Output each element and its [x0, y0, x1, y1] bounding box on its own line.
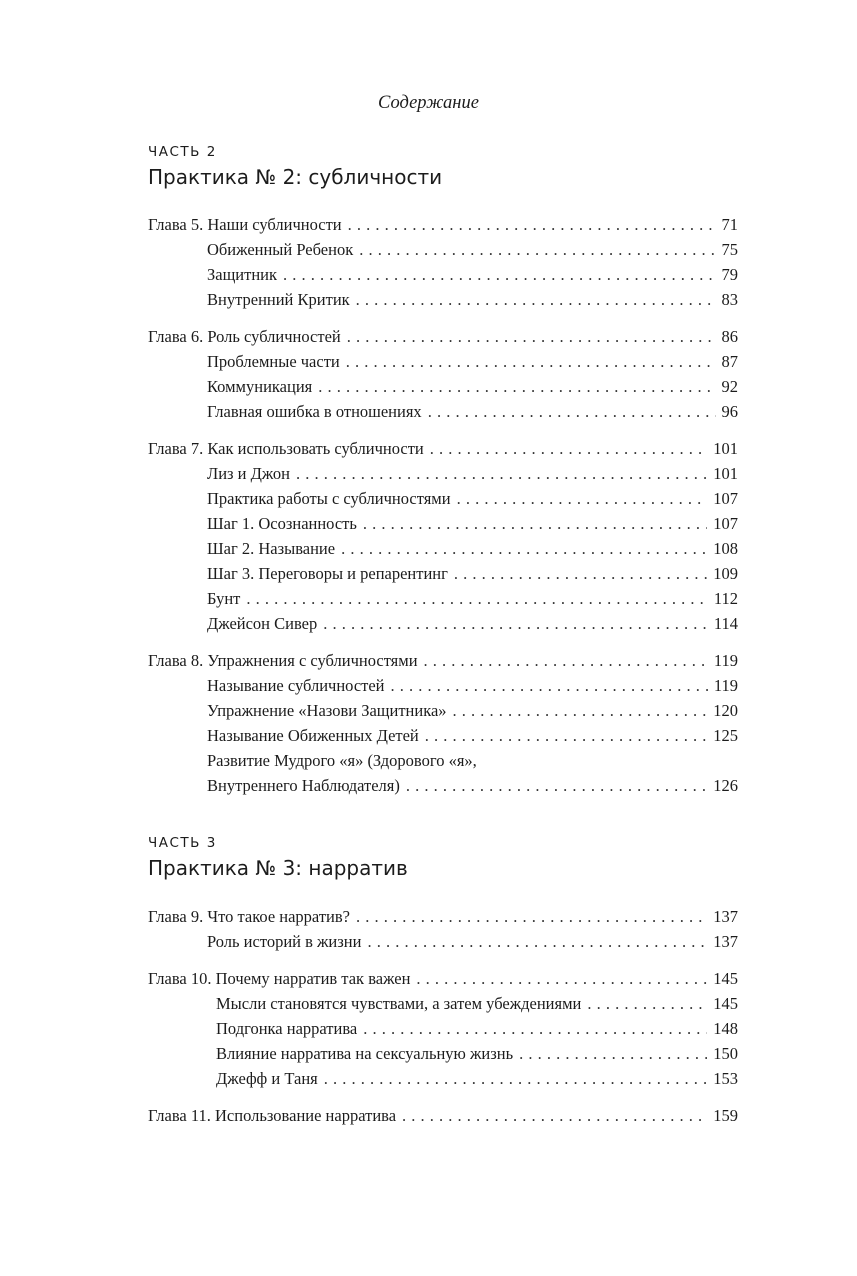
section-row[interactable]	[148, 536, 738, 561]
page-number: 114	[713, 614, 738, 633]
section-title: Называние субличностей	[207, 676, 385, 695]
chapter-5	[148, 212, 738, 312]
section-row[interactable]	[148, 511, 738, 536]
dot-leader	[324, 1066, 708, 1091]
page-number: 86	[721, 327, 738, 346]
page-number: 148	[713, 1019, 738, 1038]
page-number: 153	[713, 1069, 738, 1088]
page-number: 126	[713, 776, 738, 795]
dot-leader	[246, 586, 708, 611]
page-number: 101	[713, 464, 738, 483]
dot-leader	[348, 212, 716, 237]
section-title: Роль историй в жизни	[207, 932, 362, 951]
section-title: Называние Обиженных Детей	[207, 726, 419, 745]
page-number: 119	[713, 676, 738, 695]
chapter-6	[148, 324, 738, 424]
section-row[interactable]	[148, 611, 738, 636]
section-title: Защитник	[207, 265, 278, 284]
dot-leader	[430, 436, 708, 461]
part-label: ЧАСТЬ 3	[148, 835, 217, 851]
section-row[interactable]	[148, 237, 738, 262]
section-title: Внутренний Критик	[207, 290, 350, 309]
chapter-9	[148, 904, 738, 954]
section-row[interactable]	[148, 673, 738, 698]
chapter-11	[148, 1103, 738, 1128]
part-title: Практика № 3: нарратив	[148, 856, 408, 880]
dot-leader	[283, 262, 715, 287]
dot-leader	[406, 773, 707, 798]
section-title: Практика работы с субличностями	[207, 489, 451, 508]
page-number: 109	[713, 564, 738, 583]
section-title: Упражнение «Назови Защитника»	[207, 701, 447, 720]
page-number: 145	[713, 969, 738, 988]
page-number: 137	[713, 932, 738, 951]
page-number: 87	[721, 352, 738, 371]
page-number: 159	[713, 1106, 738, 1125]
dot-leader	[323, 611, 708, 636]
dot-leader	[453, 698, 708, 723]
chapter-title: Глава 7. Как использовать субличности	[148, 439, 424, 458]
section-row[interactable]	[148, 486, 738, 511]
chapter-10	[148, 966, 738, 1091]
chapter-title: Глава 5. Наши субличности	[148, 215, 342, 234]
dot-leader	[359, 237, 715, 262]
section-row[interactable]	[148, 399, 738, 424]
chapter-row[interactable]	[148, 904, 738, 929]
dot-leader	[391, 673, 708, 698]
dot-leader	[346, 349, 716, 374]
section-title: Мысли становятся чувствами, а затем убеждениями	[216, 994, 582, 1013]
section-row[interactable]	[148, 991, 738, 1016]
dot-leader	[428, 399, 716, 424]
dot-leader	[402, 1103, 707, 1128]
page-number: 120	[713, 701, 738, 720]
chapter-title: Глава 10. Почему нарратив так важен	[148, 969, 411, 988]
dot-leader	[296, 461, 707, 486]
section-title: Коммуникация	[207, 377, 313, 396]
dot-leader	[424, 648, 708, 673]
section-title: Влияние нарратива на сексуальную жизнь	[216, 1044, 514, 1063]
chapter-row[interactable]	[148, 1103, 738, 1128]
part-3-heading	[148, 835, 738, 880]
page-number: 101	[713, 439, 738, 458]
dot-leader	[363, 511, 707, 536]
chapter-8	[148, 648, 738, 798]
page-number: 112	[713, 589, 738, 608]
dot-leader	[519, 1041, 707, 1066]
part-3-chapters	[148, 904, 738, 1140]
page-number: 107	[713, 514, 738, 533]
running-header: Содержание	[378, 93, 479, 113]
section-title: Шаг 2. Называние	[207, 539, 336, 558]
chapter-title: Глава 8. Упражнения с субличностями	[148, 651, 418, 670]
section-title: Шаг 1. Осознанность	[207, 514, 357, 533]
chapter-title: Глава 11. Использование нарратива	[148, 1106, 397, 1125]
section-row[interactable]	[148, 461, 738, 486]
page-number: 75	[721, 240, 738, 259]
chapter-row[interactable]	[148, 966, 738, 991]
page-number: 92	[721, 377, 738, 396]
section-title: Бунт	[207, 589, 241, 608]
dot-leader	[416, 966, 707, 991]
chapter-row[interactable]	[148, 648, 738, 673]
section-row[interactable]	[148, 1041, 738, 1066]
page-number: 107	[713, 489, 738, 508]
chapter-row[interactable]	[148, 212, 738, 237]
section-title-line2: Внутреннего Наблюдателя)	[207, 776, 400, 795]
page-number: 137	[713, 907, 738, 926]
section-title: Обиженный Ребенок	[207, 240, 354, 259]
page-number: 119	[713, 651, 738, 670]
section-row[interactable]	[148, 349, 738, 374]
dot-leader	[318, 374, 715, 399]
part-label: ЧАСТЬ 2	[148, 144, 217, 160]
dot-leader	[356, 904, 707, 929]
section-row[interactable]	[148, 698, 738, 723]
chapter-7	[148, 436, 738, 636]
page-number: 150	[713, 1044, 738, 1063]
section-row[interactable]	[148, 723, 738, 748]
dot-leader	[587, 991, 707, 1016]
section-row[interactable]	[148, 929, 738, 954]
section-title: Лиз и Джон	[207, 464, 290, 483]
page-number: 145	[713, 994, 738, 1013]
dot-leader	[425, 723, 707, 748]
section-title: Главная ошибка в отношениях	[207, 402, 422, 421]
dot-leader	[454, 561, 707, 586]
section-title: Джефф и Таня	[216, 1069, 318, 1088]
dot-leader	[367, 929, 707, 954]
section-row[interactable]	[148, 287, 738, 312]
page-number: 96	[721, 402, 738, 421]
section-row[interactable]	[148, 586, 738, 611]
section-title: Проблемные части	[207, 352, 340, 371]
part-title: Практика № 2: субличности	[148, 165, 443, 189]
section-title: Шаг 3. Переговоры и репарентинг	[207, 564, 448, 583]
section-row[interactable]	[148, 561, 738, 586]
section-title-line1[interactable]: Развитие Мудрого «я» (Здорового «я»,	[207, 751, 477, 770]
section-row[interactable]	[148, 374, 738, 399]
page-number: 108	[713, 539, 738, 558]
chapter-row[interactable]	[148, 324, 738, 349]
page-number: 79	[721, 265, 738, 284]
section-row[interactable]	[148, 773, 738, 798]
dot-leader	[363, 1016, 707, 1041]
section-row[interactable]	[148, 1066, 738, 1091]
section-row[interactable]	[148, 1016, 738, 1041]
part-2-heading	[148, 144, 738, 189]
part-2-chapters	[148, 212, 738, 810]
section-title: Подгонка нарратива	[216, 1019, 358, 1038]
dot-leader	[341, 536, 707, 561]
chapter-title: Глава 9. Что такое нарратив?	[148, 907, 350, 926]
page-number: 71	[721, 215, 738, 234]
dot-leader	[457, 486, 708, 511]
dot-leader	[356, 287, 716, 312]
page-number: 83	[721, 290, 738, 309]
chapter-title: Глава 6. Роль субличностей	[148, 327, 341, 346]
section-row[interactable]	[148, 262, 738, 287]
dot-leader	[347, 324, 716, 349]
page-number: 125	[713, 726, 738, 745]
chapter-row[interactable]	[148, 436, 738, 461]
section-title: Джейсон Сивер	[207, 614, 318, 633]
